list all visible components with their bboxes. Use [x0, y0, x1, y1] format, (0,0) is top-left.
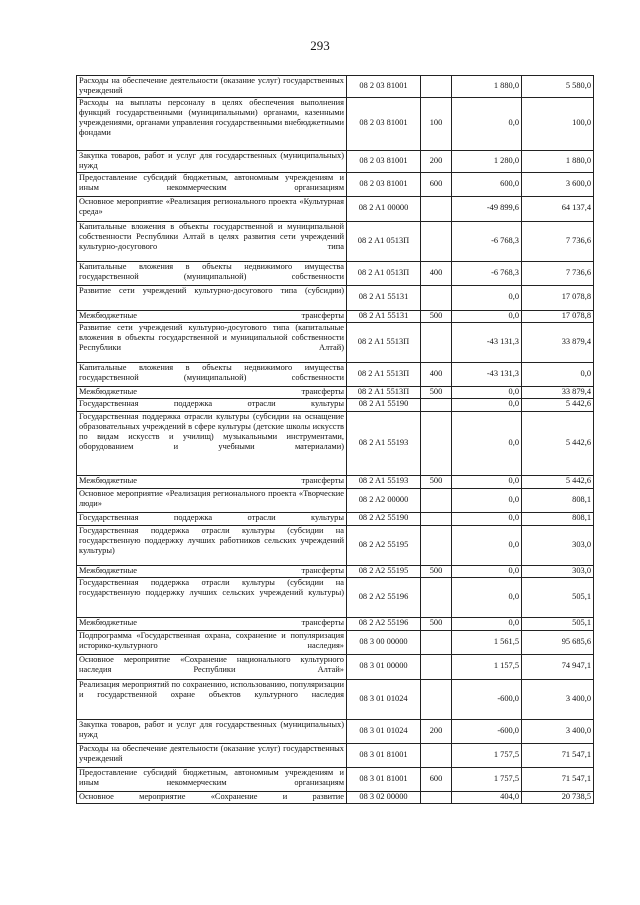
row-code: 08 2 03 81001: [347, 97, 421, 150]
row-amount-total: 7 736,6: [522, 261, 594, 285]
row-expense-type: 400: [421, 261, 452, 285]
row-name: Капитальные вложения в объекты недвижимого имущества государственной (муниципальной) собственности: [77, 362, 347, 386]
row-amount-total: 1 880,0: [522, 150, 594, 172]
row-amount-change: -43 131,3: [452, 362, 522, 386]
row-name: Основное мероприятие «Реализация регионального проекта «Культурная среда»: [77, 196, 347, 221]
row-code: 08 2 A1 55131: [347, 285, 421, 310]
row-amount-change: -43 131,3: [452, 322, 522, 362]
row-name: Развитие сети учреждений культурно-досугового типа (субсидии): [77, 285, 347, 310]
table-row: [77, 76, 594, 98]
row-amount-change: 1 880,0: [452, 76, 522, 98]
table-row: [77, 322, 594, 362]
row-code: 08 2 A1 55193: [347, 475, 421, 488]
row-code: 08 2 03 81001: [347, 172, 421, 196]
row-amount-change: 0,0: [452, 386, 522, 398]
table-row: [77, 261, 594, 285]
row-expense-type: [421, 411, 452, 475]
row-expense-type: 400: [421, 362, 452, 386]
row-amount-change: -6 768,3: [452, 221, 522, 261]
row-amount-change: 0,0: [452, 525, 522, 565]
row-expense-type: 200: [421, 719, 452, 743]
table-row: [77, 172, 594, 196]
row-name: Государственная поддержка отрасли культуры: [77, 398, 347, 411]
table-row: [77, 565, 594, 577]
row-amount-change: 0,0: [452, 411, 522, 475]
row-amount-total: 505,1: [522, 577, 594, 617]
row-name: Межбюджетные трансферты: [77, 565, 347, 577]
row-amount-total: 3 400,0: [522, 719, 594, 743]
row-amount-total: 5 442,6: [522, 398, 594, 411]
row-amount-change: 0,0: [452, 488, 522, 512]
row-expense-type: [421, 285, 452, 310]
row-amount-total: 33 879,4: [522, 386, 594, 398]
row-amount-total: 17 078,8: [522, 310, 594, 322]
row-code: 08 3 01 01024: [347, 719, 421, 743]
row-code: 08 2 A2 55195: [347, 525, 421, 565]
row-amount-change: 0,0: [452, 577, 522, 617]
row-name: Предоставление субсидий бюджетным, автономным учреждениям и иным некоммерческим организациям: [77, 767, 347, 791]
row-code: 08 3 01 00000: [347, 654, 421, 679]
row-amount-change: 1 157,5: [452, 654, 522, 679]
row-amount-change: 0,0: [452, 512, 522, 525]
row-expense-type: [421, 196, 452, 221]
row-amount-total: 3 400,0: [522, 679, 594, 719]
row-amount-change: 600,0: [452, 172, 522, 196]
row-name: Капитальные вложения в объекты недвижимого имущества государственной (муниципальной) собственности: [77, 261, 347, 285]
row-code: 08 2 A1 0513П: [347, 221, 421, 261]
row-amount-total: 95 685,6: [522, 630, 594, 654]
row-name: Межбюджетные трансферты: [77, 617, 347, 630]
row-amount-total: 303,0: [522, 565, 594, 577]
row-name: Расходы на выплаты персоналу в целях обеспечения выполнения функций государственными (муниципальными) органами, казенными учреждениями, органами управления государственными внебюджетными фондами: [77, 97, 347, 150]
row-amount-total: 808,1: [522, 512, 594, 525]
row-code: 08 2 A2 55196: [347, 617, 421, 630]
page-number: 293: [310, 38, 330, 53]
budget-table: [76, 75, 594, 804]
row-name: Основное мероприятие «Сохранение и развитие: [77, 791, 347, 803]
row-expense-type: [421, 322, 452, 362]
row-name: Реализация мероприятий по сохранению, использованию, популяризации и государственной охране объектов культурного наследия: [77, 679, 347, 719]
row-amount-total: 5 442,6: [522, 475, 594, 488]
row-amount-change: 1 561,5: [452, 630, 522, 654]
row-expense-type: [421, 76, 452, 98]
row-amount-total: 71 547,1: [522, 743, 594, 767]
row-amount-total: 3 600,0: [522, 172, 594, 196]
row-code: 08 2 A1 55190: [347, 398, 421, 411]
row-name: Капитальные вложения в объекты государственной и муниципальной собственности Республики Алтай в целях развития сети учреждений культурно-досугового типа: [77, 221, 347, 261]
row-name: Межбюджетные трансферты: [77, 475, 347, 488]
row-amount-total: 303,0: [522, 525, 594, 565]
row-name: Межбюджетные трансферты: [77, 310, 347, 322]
row-code: 08 2 A1 55131: [347, 310, 421, 322]
row-code: 08 2 03 81001: [347, 76, 421, 98]
row-code: 08 2 A2 00000: [347, 488, 421, 512]
row-name: Развитие сети учреждений культурно-досугового типа (капитальные вложения в объекты государственной и муниципальной собственности Республики Алтай): [77, 322, 347, 362]
row-amount-change: 0,0: [452, 565, 522, 577]
row-name: Межбюджетные трансферты: [77, 386, 347, 398]
table-row: [77, 488, 594, 512]
row-name: Государственная поддержка отрасли культуры (субсидии на государственную поддержку лучших сельских учреждений культуры): [77, 577, 347, 617]
row-amount-change: 0,0: [452, 475, 522, 488]
row-expense-type: [421, 743, 452, 767]
row-amount-change: -6 768,3: [452, 261, 522, 285]
row-name: Основное мероприятие «Сохранение национального культурного наследия Республики Алтай»: [77, 654, 347, 679]
table-row: [77, 221, 594, 261]
row-code: 08 2 A1 5513П: [347, 386, 421, 398]
row-amount-change: 0,0: [452, 310, 522, 322]
row-name: Предоставление субсидий бюджетным, автономным учреждениям и иным некоммерческим организациям: [77, 172, 347, 196]
row-amount-change: 0,0: [452, 617, 522, 630]
table-row: [77, 719, 594, 743]
row-amount-change: -49 899,6: [452, 196, 522, 221]
row-amount-change: -600,0: [452, 719, 522, 743]
table-row: [77, 475, 594, 488]
row-expense-type: [421, 654, 452, 679]
row-amount-change: 0,0: [452, 398, 522, 411]
table-row: [77, 398, 594, 411]
row-expense-type: 500: [421, 475, 452, 488]
row-amount-change: 0,0: [452, 97, 522, 150]
table-row: [77, 743, 594, 767]
row-amount-total: 808,1: [522, 488, 594, 512]
row-amount-total: 71 547,1: [522, 767, 594, 791]
row-name: Государственная поддержка отрасли культуры (субсидии на государственную поддержку лучших работников сельских учреждений культуры): [77, 525, 347, 565]
row-name: Государственная поддержка отрасли культуры: [77, 512, 347, 525]
row-code: 08 2 A1 55193: [347, 411, 421, 475]
row-expense-type: 200: [421, 150, 452, 172]
row-amount-total: 100,0: [522, 97, 594, 150]
row-expense-type: 100: [421, 97, 452, 150]
table-row: [77, 679, 594, 719]
row-expense-type: [421, 679, 452, 719]
row-code: 08 2 03 81001: [347, 150, 421, 172]
row-code: 08 3 01 01024: [347, 679, 421, 719]
row-expense-type: [421, 791, 452, 803]
row-expense-type: [421, 512, 452, 525]
row-code: 08 2 A2 55190: [347, 512, 421, 525]
row-amount-total: 20 738,5: [522, 791, 594, 803]
row-amount-total: 33 879,4: [522, 322, 594, 362]
row-code: 08 3 01 81001: [347, 743, 421, 767]
row-code: 08 2 A2 55196: [347, 577, 421, 617]
row-name: Закупка товаров, работ и услуг для государственных (муниципальных) нужд: [77, 719, 347, 743]
row-expense-type: 500: [421, 617, 452, 630]
row-amount-total: 7 736,6: [522, 221, 594, 261]
row-amount-change: 1 280,0: [452, 150, 522, 172]
row-amount-total: 0,0: [522, 362, 594, 386]
table-row: [77, 362, 594, 386]
row-amount-total: 64 137,4: [522, 196, 594, 221]
row-code: 08 2 A1 0513П: [347, 261, 421, 285]
row-name: Расходы на обеспечение деятельности (оказание услуг) государственных учреждений: [77, 743, 347, 767]
row-code: 08 3 01 81001: [347, 767, 421, 791]
row-expense-type: [421, 630, 452, 654]
row-code: 08 3 00 00000: [347, 630, 421, 654]
table-row: [77, 791, 594, 803]
table-row: [77, 525, 594, 565]
row-name: Основное мероприятие «Реализация регионального проекта «Творческие люди»: [77, 488, 347, 512]
row-expense-type: 600: [421, 172, 452, 196]
row-code: 08 3 02 00000: [347, 791, 421, 803]
table-row: [77, 630, 594, 654]
row-name: Государственная поддержка отрасли культуры (субсидии на оснащение образовательных учреждений в сфере культуры (детские школы искусств по видам искусств и училищ) музыкальными инструментами, оборудованием и учебными материалами): [77, 411, 347, 475]
row-code: 08 2 A1 5513П: [347, 362, 421, 386]
table-row: [77, 310, 594, 322]
row-expense-type: [421, 525, 452, 565]
row-code: 08 2 A1 00000: [347, 196, 421, 221]
table-row: [77, 150, 594, 172]
row-name: Подпрограмма «Государственная охрана, сохранение и популяризация историко-культурного наследия»: [77, 630, 347, 654]
row-expense-type: 500: [421, 386, 452, 398]
table-row: [77, 196, 594, 221]
row-expense-type: 600: [421, 767, 452, 791]
row-expense-type: [421, 221, 452, 261]
table-row: [77, 577, 594, 617]
row-name: Закупка товаров, работ и услуг для государственных (муниципальных) нужд: [77, 150, 347, 172]
row-code: 08 2 A2 55195: [347, 565, 421, 577]
row-amount-total: 505,1: [522, 617, 594, 630]
table-row: [77, 285, 594, 310]
row-name: Расходы на обеспечение деятельности (оказание услуг) государственных учреждений: [77, 76, 347, 98]
row-amount-change: 1 757,5: [452, 743, 522, 767]
table-row: [77, 97, 594, 150]
row-amount-total: 5 442,6: [522, 411, 594, 475]
table-row: [77, 767, 594, 791]
row-expense-type: [421, 577, 452, 617]
row-amount-change: 1 757,5: [452, 767, 522, 791]
row-expense-type: 500: [421, 565, 452, 577]
row-amount-change: -600,0: [452, 679, 522, 719]
row-code: 08 2 A1 5513П: [347, 322, 421, 362]
row-amount-total: 5 580,0: [522, 76, 594, 98]
table-row: [77, 654, 594, 679]
row-amount-total: 74 947,1: [522, 654, 594, 679]
row-expense-type: [421, 488, 452, 512]
table-row: [77, 411, 594, 475]
row-amount-change: 0,0: [452, 285, 522, 310]
row-amount-change: 404,0: [452, 791, 522, 803]
row-expense-type: 500: [421, 310, 452, 322]
table-row: [77, 512, 594, 525]
table-row: [77, 617, 594, 630]
row-amount-total: 17 078,8: [522, 285, 594, 310]
table-row: [77, 386, 594, 398]
row-expense-type: [421, 398, 452, 411]
